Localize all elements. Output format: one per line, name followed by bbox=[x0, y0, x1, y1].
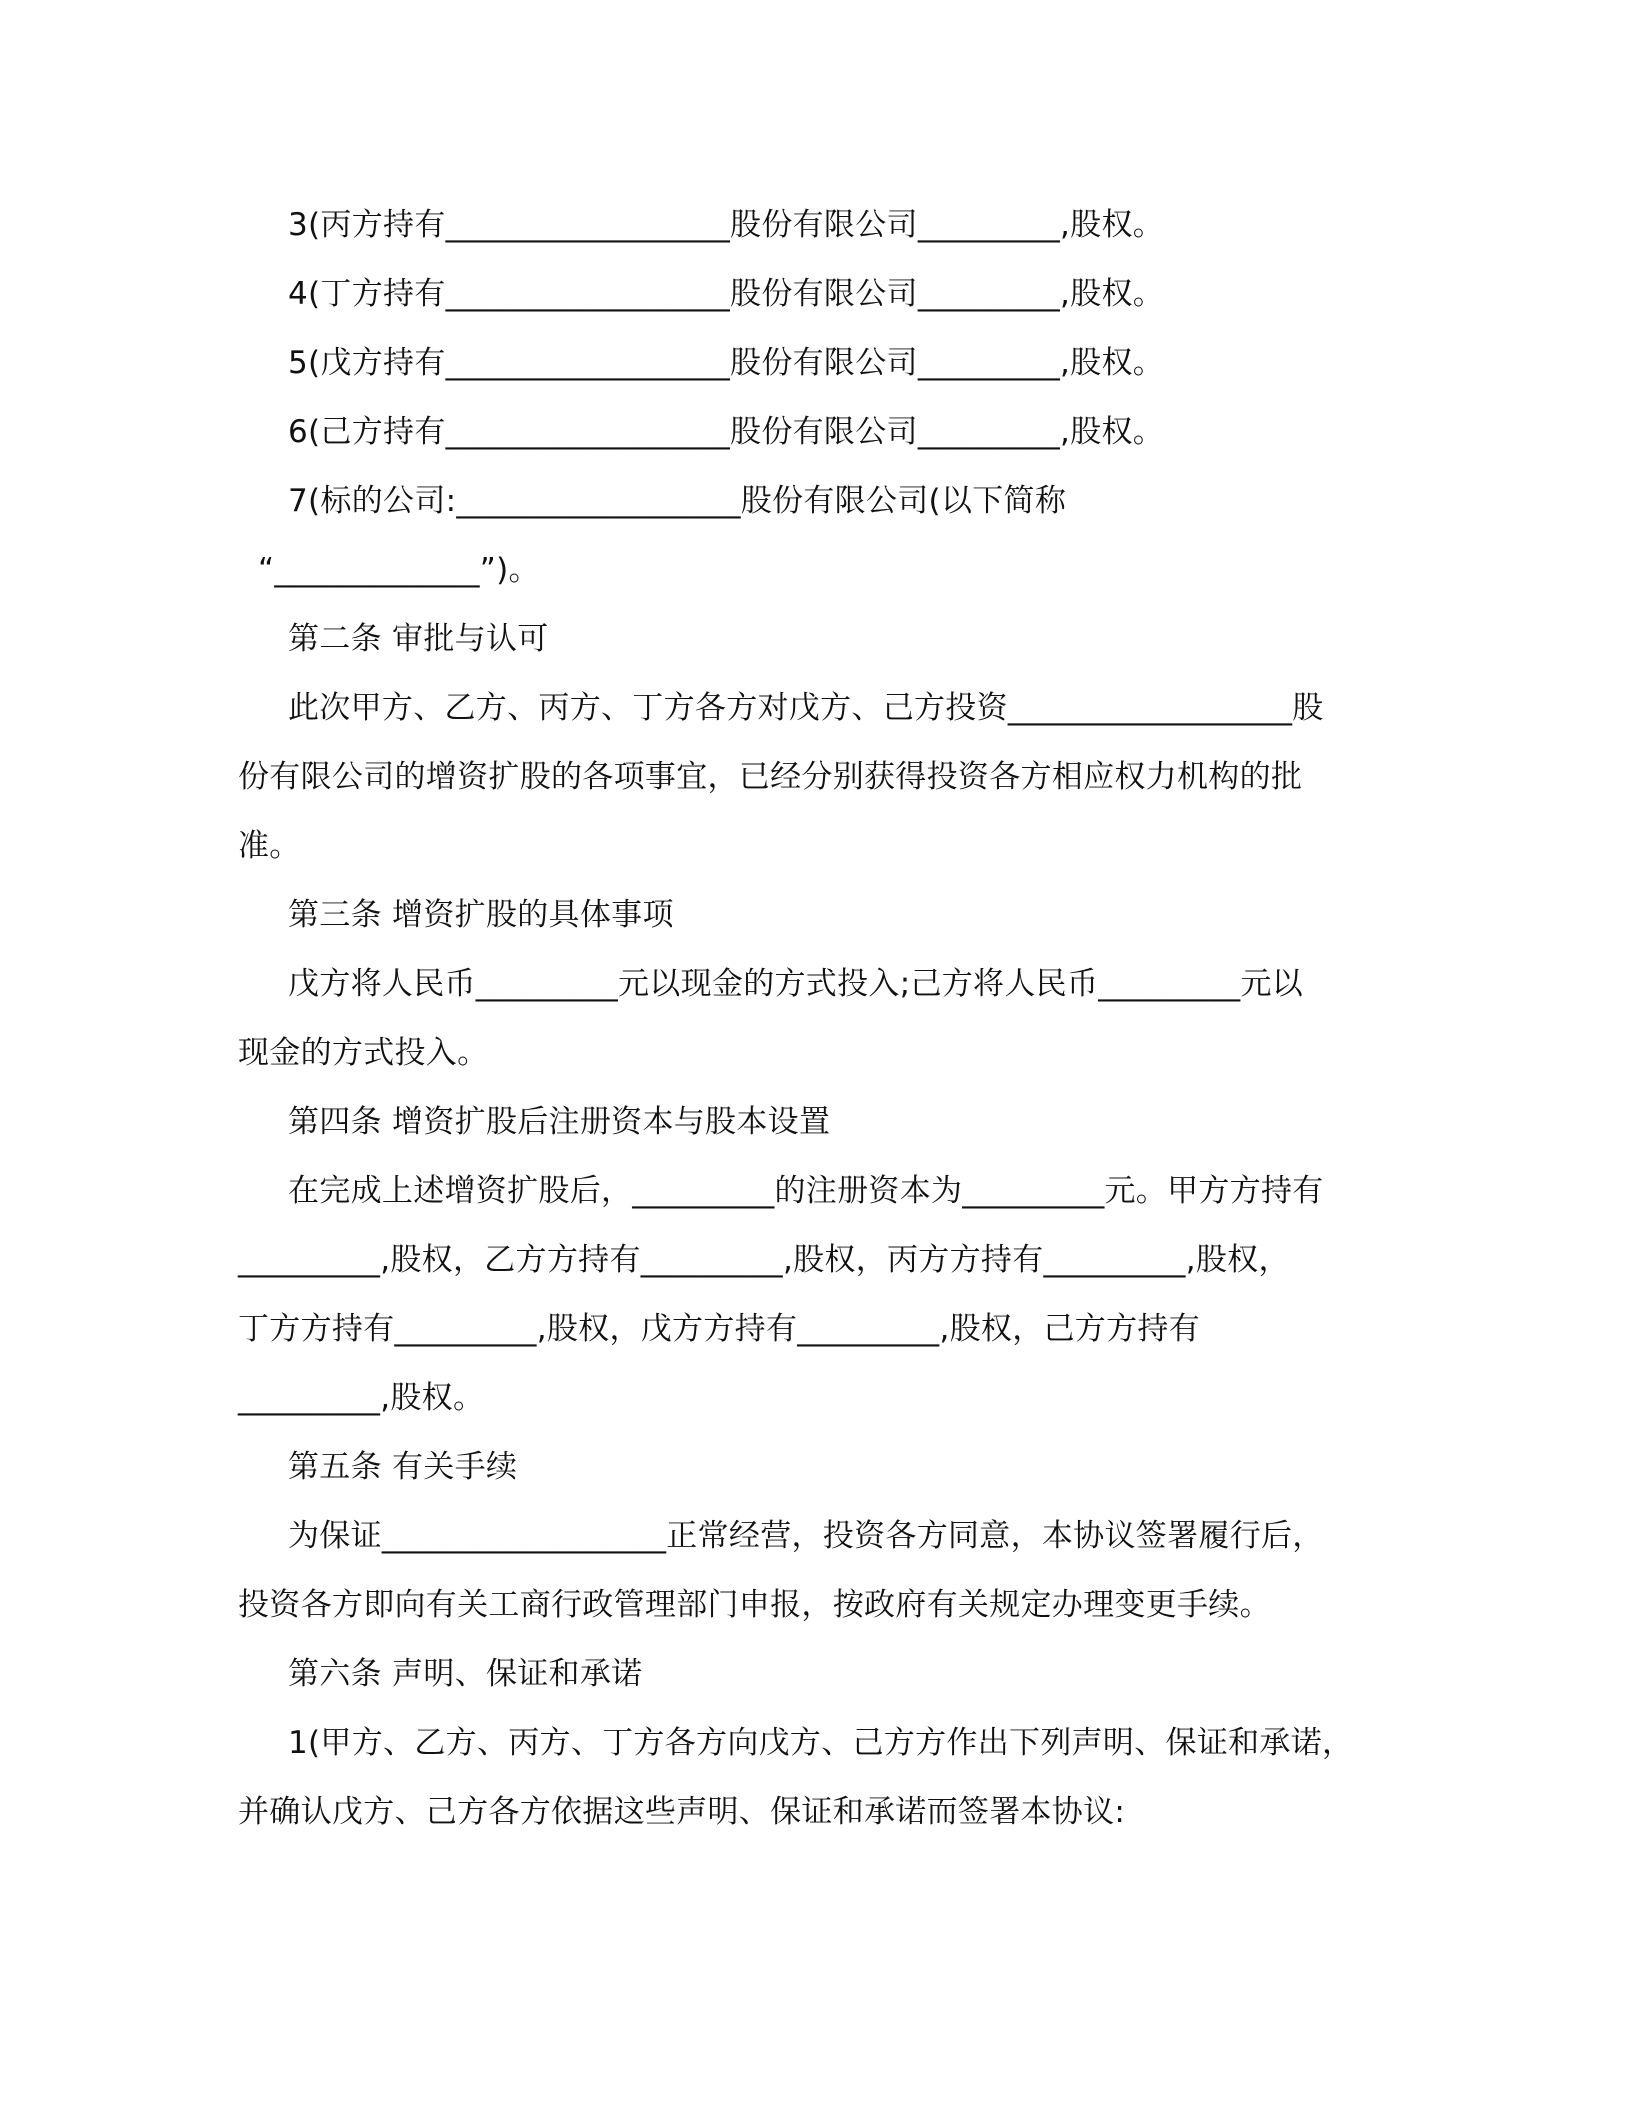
clause-6-heading: 第六条 声明、保证和承诺 bbox=[288, 1656, 643, 1692]
clause-2-body-line-2: 份有限公司的增资扩股的各项事宜，已经分别获得投资各方相应权力机构的批 bbox=[238, 759, 1303, 795]
clause-4-heading: 第四条 增资扩股后注册资本与股本设置 bbox=[288, 1104, 831, 1140]
clause-5-body-line-1: 为保证__________________正常经营，投资各方同意，本协议签署履行后， bbox=[288, 1518, 1324, 1554]
clause-5-heading: 第五条 有关手续 bbox=[288, 1449, 518, 1485]
clause-4-body-line-1: 在完成上述增资扩股后，_________的注册资本为_________元。甲方方持有 bbox=[288, 1173, 1324, 1209]
clause-1-item-3: 3(丙方持有__________________股份有限公司_________,股权。 bbox=[288, 207, 1165, 243]
clause-2-body-line-1: 此次甲方、乙方、丙方、丁方各方对戊方、己方投资__________________股 bbox=[288, 690, 1324, 726]
clause-6-item-1-line-1: 1(甲方、乙方、丙方、丁方各方向戊方、己方方作出下列声明、保证和承诺， bbox=[288, 1725, 1354, 1761]
clause-1-item-7-cont: “_____________”)。 bbox=[258, 552, 540, 588]
clause-4-body-line-2: _________,股权，乙方方持有_________,股权，丙方方持有_________,股权， bbox=[238, 1242, 1290, 1278]
clause-4-body-line-3: 丁方方持有_________,股权，戊方方持有_________,股权，己方方持有 bbox=[238, 1311, 1201, 1347]
clause-2-body-line-3: 准。 bbox=[238, 828, 301, 864]
clause-5-body-line-2: 投资各方即向有关工商行政管理部门申报，按政府有关规定办理变更手续。 bbox=[238, 1587, 1271, 1623]
clause-1-item-6: 6(己方持有__________________股份有限公司_________,股权。 bbox=[288, 414, 1165, 450]
clause-4-body-line-4: _________,股权。 bbox=[238, 1380, 485, 1416]
clause-1-item-5: 5(戊方持有__________________股份有限公司_________,股权。 bbox=[288, 345, 1165, 381]
clause-6-item-1-line-2: 并确认戊方、己方各方依据这些声明、保证和承诺而签署本协议: bbox=[238, 1794, 1126, 1830]
clause-3-heading: 第三条 增资扩股的具体事项 bbox=[288, 897, 674, 933]
clause-1-item-4: 4(丁方持有__________________股份有限公司_________,股权。 bbox=[288, 276, 1165, 312]
clause-1-item-7: 7(标的公司:__________________股份有限公司(以下简称 bbox=[288, 483, 1067, 519]
clause-3-body-line-2: 现金的方式投入。 bbox=[238, 1035, 489, 1071]
clause-3-body-line-1: 戊方将人民币_________元以现金的方式投入;己方将人民币_________元以 bbox=[288, 966, 1304, 1002]
clause-2-heading: 第二条 审批与认可 bbox=[288, 621, 549, 657]
